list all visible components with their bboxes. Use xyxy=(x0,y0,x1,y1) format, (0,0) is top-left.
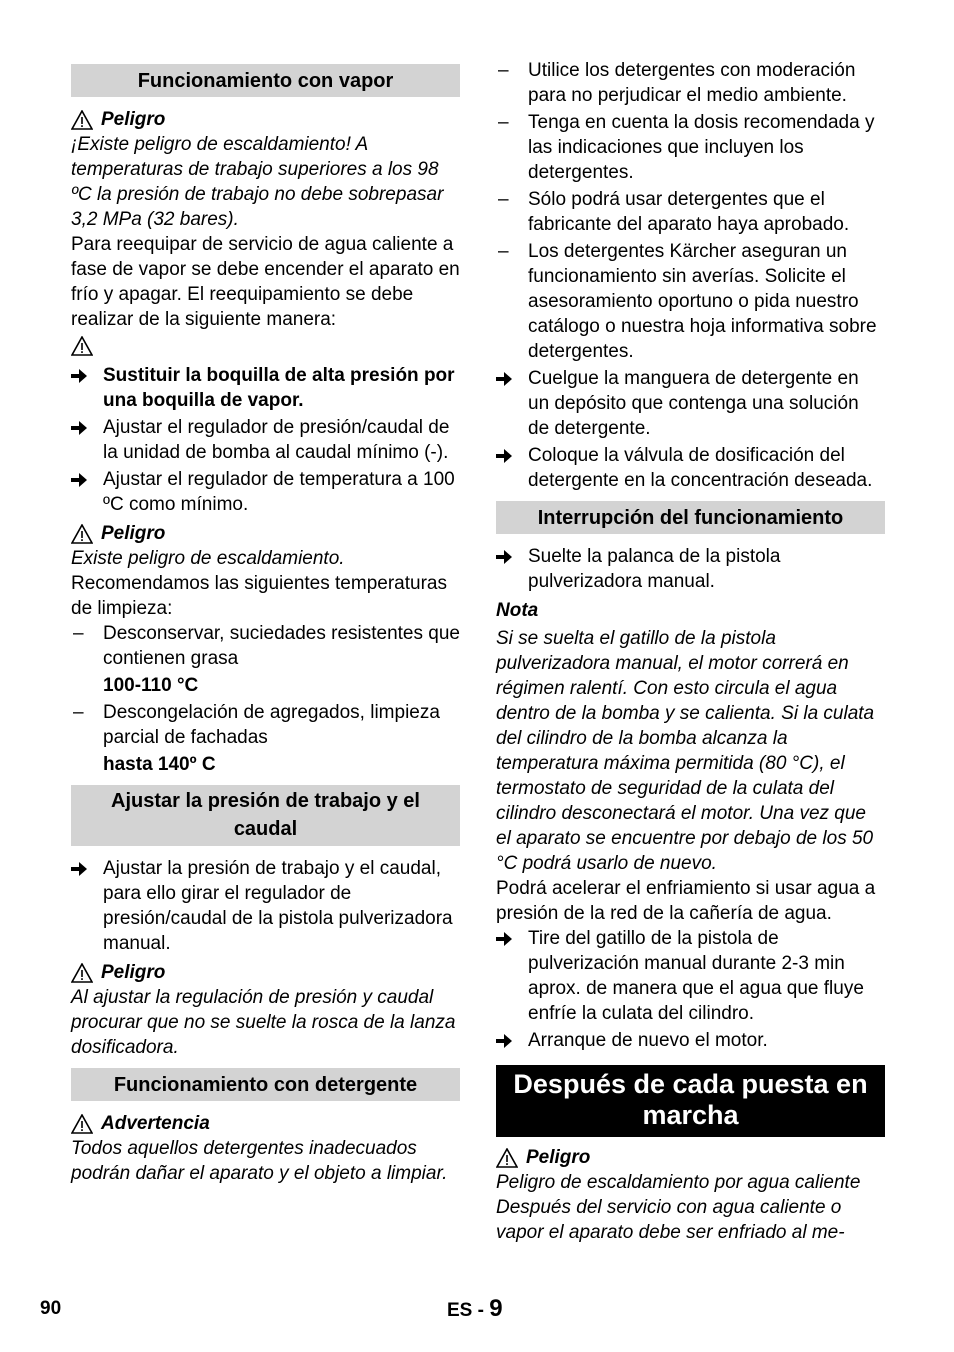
paragraph: Podrá acelerar el enfriamiento si usar agua a presión de la red de la cañería de agua. xyxy=(496,878,876,924)
step-text: Ajustar el regulador de presión/caudal de la unidad de bomba al caudal mínimo (-). xyxy=(103,417,450,463)
section-heading-interrupcion: Interrupción del funcionamiento xyxy=(496,501,885,534)
dash-bullet: – xyxy=(498,241,509,262)
temperature-value: hasta 140º C xyxy=(103,754,216,775)
section-heading-detergente: Funcionamiento con detergente xyxy=(71,1068,460,1101)
arrow-right-icon xyxy=(71,415,103,465)
arrow-right-icon xyxy=(496,366,528,441)
list-item xyxy=(71,700,460,750)
arrow-right-icon xyxy=(71,856,103,956)
dash-bullet: – xyxy=(498,60,509,81)
danger-notice xyxy=(71,107,460,132)
list-item-text: Sólo podrá usar detergentes que el fabricante del aparato haya aprobado. xyxy=(528,189,850,235)
warning-triangle-icon xyxy=(71,110,93,130)
step-item xyxy=(71,415,460,465)
paragraph: Para reequipar de servicio de agua caliente a fase de vapor se debe encender el aparato en frío y apagar. El reequipamiento se debe realizar de la siguiente manera: xyxy=(71,234,460,330)
right-column xyxy=(496,58,885,1245)
step-text: Tire del gatillo de la pistola de pulverización manual durante 2-3 min aprox. de manera que el agua que fluye enfríe la culata del cilindro. xyxy=(528,928,864,1024)
step-item xyxy=(496,544,885,594)
list-item-text: Utilice los detergentes con moderación para no perjudicar el medio ambiente. xyxy=(528,60,856,106)
step-text: Coloque la válvula de dosificación del detergente en la concentración deseada. xyxy=(528,445,873,491)
warning-triangle-icon xyxy=(71,1114,93,1134)
warning-triangle-icon xyxy=(496,1148,518,1168)
list-item xyxy=(496,187,885,237)
paragraph: Recomendamos las siguientes temperaturas de limpieza: xyxy=(71,573,447,619)
step-item xyxy=(71,467,460,517)
list-item xyxy=(71,621,460,671)
dash-bullet: – xyxy=(73,623,84,644)
danger-text: Peligro de escaldamiento por agua caliente Después del servicio con agua caliente o vapor el aparato debe ser enfriado al me- xyxy=(496,1172,861,1243)
danger-label: Peligro xyxy=(101,523,166,544)
step-item xyxy=(496,1028,885,1055)
separator: - xyxy=(477,1300,484,1321)
step-item xyxy=(71,856,460,956)
danger-text: Al ajustar la regulación de presión y caudal procurar que no se suelte la rosca de la lanza dosificadora. xyxy=(71,987,456,1058)
language-code: ES xyxy=(447,1300,473,1321)
step-text: Arranque de nuevo el motor. xyxy=(528,1030,768,1051)
danger-text: ¡Existe peligro de escaldamiento! A temperaturas de trabajo superiores a los 98 ºC la presión de trabajo no debe sobrepasar 3,2 MPa (32 bares). xyxy=(71,134,444,230)
temperature-value: 100-110 °C xyxy=(103,675,199,696)
list-item-text: Descongelación de agregados, limpieza parcial de fachadas xyxy=(103,702,440,748)
dash-bullet: – xyxy=(73,702,84,723)
danger-notice xyxy=(71,960,460,985)
arrow-right-icon xyxy=(496,544,528,594)
list-item-text: Los detergentes Kärcher aseguran un funcionamiento sin averías. Solicite el asesoramiento oportuno o pida nuestro catálogo o nuestra hoja informativa sobre detergentes. xyxy=(528,241,877,362)
danger-text: Existe peligro de escaldamiento. xyxy=(71,548,345,569)
dash-bullet: – xyxy=(498,189,509,210)
step-item xyxy=(71,363,460,413)
warning-triangle-icon xyxy=(71,336,93,356)
left-column xyxy=(71,56,460,1186)
note-label: Nota xyxy=(496,600,539,621)
list-item xyxy=(496,110,885,185)
arrow-right-icon xyxy=(496,926,528,1026)
danger-notice xyxy=(71,521,460,546)
danger-notice xyxy=(496,1145,885,1170)
step-text: Cuelgue la manguera de detergente en un depósito que contenga una solución de detergente. xyxy=(528,368,859,439)
arrow-right-icon xyxy=(71,363,103,413)
warning-standalone xyxy=(71,336,460,361)
list-item-text: Desconservar, suciedades resistentes que contienen grasa xyxy=(103,623,460,669)
note-text: Si se suelta el gatillo de la pistola pulverizadora manual, el motor correrá en régimen ralentí. Con esto circula el agua dentro de la bomba y se calienta. Si la culata del cilindro de la bomba alcanza la temperatura máxima permitida (80 °C), el termostato de seguridad de la culata del cilindro desconectará el motor. Una vez que el aparato se encuentre por debajo de los 50 °C podrá usarlo de nuevo. xyxy=(496,628,875,874)
warning-notice xyxy=(71,1111,460,1136)
list-item-text: Tenga en cuenta la dosis recomendada y las indicaciones que incluyen los detergentes. xyxy=(528,112,875,183)
step-item xyxy=(496,443,885,493)
list-item xyxy=(496,58,885,108)
step-text: Sustituir la boquilla de alta presión por una boquilla de vapor. xyxy=(103,365,455,411)
arrow-right-icon xyxy=(496,443,528,493)
danger-label: Peligro xyxy=(526,1147,591,1168)
step-text: Suelte la palanca de la pistola pulverizadora manual. xyxy=(528,546,781,592)
chapter-heading-despues: Después de cada puesta en marcha xyxy=(496,1065,885,1137)
list-item xyxy=(496,239,885,364)
arrow-right-icon xyxy=(496,1028,528,1055)
step-text: Ajustar el regulador de temperatura a 100 ºC como mínimo. xyxy=(103,469,455,515)
warning-triangle-icon xyxy=(71,963,93,983)
section-page-label xyxy=(447,1296,503,1323)
step-item xyxy=(496,366,885,441)
step-item xyxy=(496,926,885,1026)
step-text: Ajustar la presión de trabajo y el caudal, para ello girar el regulador de presión/caudal de la pistola pulverizadora manual. xyxy=(103,858,453,954)
page-number: 90 xyxy=(40,1298,62,1319)
arrow-right-icon xyxy=(71,467,103,517)
warning-text: Todos aquellos detergentes inadecuados podrán dañar el aparato y el objeto a limpiar. xyxy=(71,1138,448,1184)
section-page-number: 9 xyxy=(489,1295,503,1322)
warning-label: Advertencia xyxy=(101,1113,210,1134)
section-heading-presion: Ajustar la presión de trabajo y el caudal xyxy=(71,785,460,846)
danger-label: Peligro xyxy=(101,962,166,983)
dash-bullet: – xyxy=(498,112,509,133)
danger-label: Peligro xyxy=(101,109,166,130)
section-heading-vapor: Funcionamiento con vapor xyxy=(71,64,460,97)
warning-triangle-icon xyxy=(71,524,93,544)
